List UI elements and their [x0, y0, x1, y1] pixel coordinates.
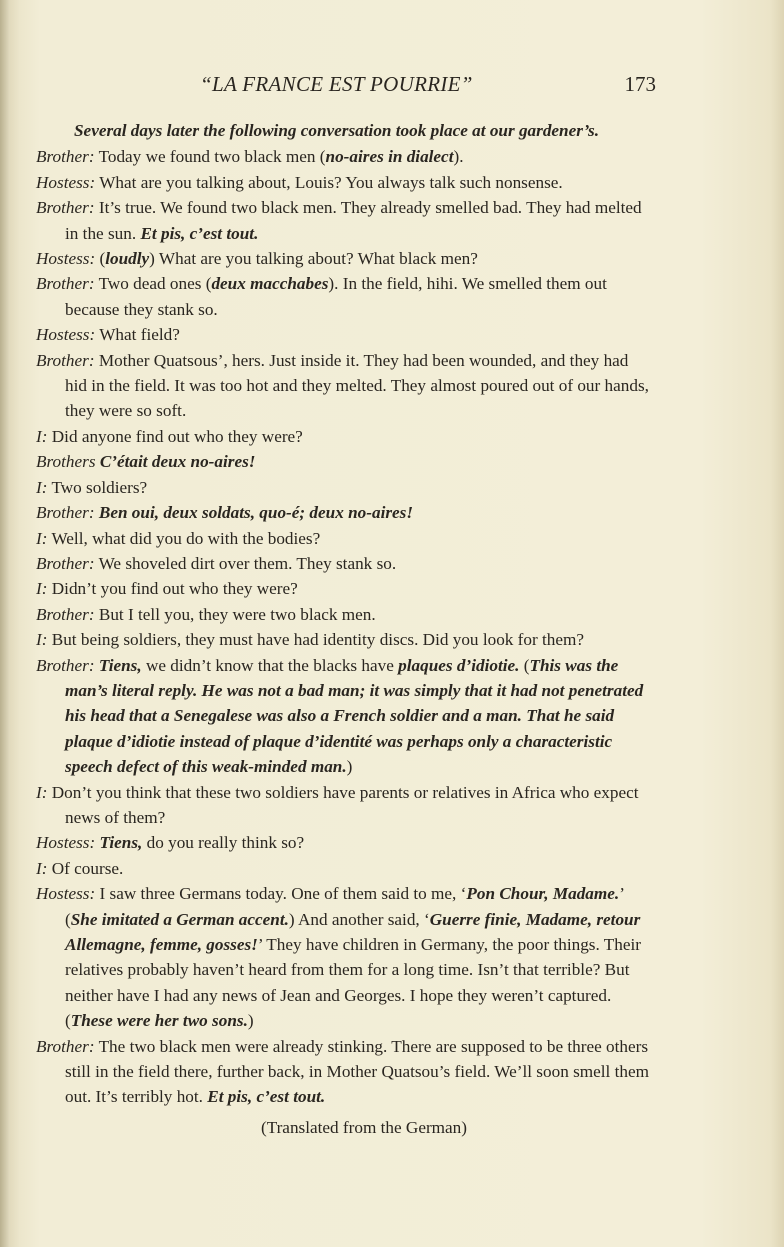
- speech-text: What are you talking about, Louis? You always talk such nonsense.: [99, 172, 563, 192]
- page-header: [0, 66, 784, 102]
- italic-phrase: These were her two sons.: [70, 1011, 248, 1031]
- speech-text: Of course.: [51, 858, 124, 878]
- speaker-label: Brother:: [36, 198, 95, 218]
- speaker-label: Hostess:: [36, 172, 96, 192]
- dialogue-line: [36, 195, 652, 246]
- italic-phrase: Ben oui, deux soldats, quo-é; deux no-aires!: [98, 503, 414, 523]
- dialogue-line: [36, 576, 652, 601]
- dialogue-line: [36, 424, 652, 449]
- dialogue-line: [36, 881, 652, 1033]
- dialogue-line: [36, 780, 652, 831]
- dialogue-line: [36, 246, 652, 271]
- speech-text: ’ (: [65, 884, 624, 929]
- speech-text: ) What are you talking about? What black men?: [149, 249, 478, 269]
- dialogue-line: [36, 856, 652, 881]
- speech-text: do you really think so?: [142, 833, 305, 853]
- speaker-label: Brother:: [36, 147, 95, 167]
- speech-text: ’ They have children in Germany, the poor things. Their relatives probably haven’t heard from them for a long time. Isn’t that terrible? But neither have I had any news of Jean and Georges. I hope they weren’t captured. (: [65, 935, 641, 1031]
- speaker-label: I:: [36, 477, 48, 497]
- speech-text: Today we found two black men (: [98, 147, 326, 167]
- speech-text: I saw three Germans today. One of them said to me, ‘: [99, 884, 467, 904]
- dialogue-line: [36, 170, 652, 195]
- dialogue-line: [36, 144, 652, 169]
- speaker-label: Hostess:: [36, 325, 96, 345]
- speech-text: ) And another said, ‘: [288, 909, 430, 929]
- speaker-label: Brother:: [36, 553, 95, 573]
- speaker-label: I:: [36, 858, 48, 878]
- speaker-label: I:: [36, 782, 48, 802]
- running-title: “LA FRANCE EST POURRIE”: [200, 72, 473, 96]
- italic-phrase: Guerre finie, Madame, retour Allemagne, femme, gosses!: [65, 909, 641, 954]
- speech-text: Don’t you think that these two soldiers have parents or relatives in Africa who expect news of them?: [51, 782, 639, 827]
- speaker-label: I:: [36, 579, 48, 599]
- dialogue-line: [36, 627, 652, 652]
- dialogue-line: [36, 500, 652, 525]
- italic-phrase: no-aires in dialect: [325, 147, 454, 167]
- speaker-label: Hostess:: [36, 884, 96, 904]
- speaker-label: Brother:: [36, 1036, 95, 1056]
- dialogue-line: [36, 526, 652, 551]
- dialogue-line: [36, 475, 652, 500]
- speech-text: But I tell you, they were two black men.: [98, 604, 376, 624]
- speaker-label: Brother:: [36, 655, 95, 675]
- italic-phrase: Et pis, c’est tout.: [207, 1087, 326, 1107]
- speech-text: (: [99, 249, 106, 269]
- speech-text: The two black men were already stinking. There are supposed to be three others still in the field there, further back, in Mother Quatsou’s field. We’ll soon smell them out. It’s terribly hot.: [65, 1036, 649, 1107]
- translation-credit: (Translated from the German): [260, 1117, 468, 1137]
- dialogue-line: [36, 271, 652, 322]
- speaker-label: I:: [36, 528, 48, 548]
- dialogue-line: [36, 653, 652, 780]
- italic-phrase: deux macchabes: [211, 274, 329, 294]
- speech-text: But being soldiers, they must have had identity discs. Did you look for them?: [51, 630, 585, 650]
- speaker-label: Hostess:: [36, 833, 96, 853]
- dialogue-line: [36, 551, 652, 576]
- speech-text: ): [247, 1011, 254, 1031]
- speech-text: we didn’t know that the blacks have: [141, 655, 399, 675]
- dialogue-line: [36, 830, 652, 855]
- book-spine-shadow: [0, 0, 10, 1247]
- dialogue-line: [36, 602, 652, 627]
- page-number: 173: [624, 72, 656, 96]
- speech-text: Two soldiers?: [51, 477, 148, 497]
- speech-text: (: [519, 655, 530, 675]
- italic-phrase: Tiens,: [99, 833, 143, 853]
- italic-phrase: She imitated a German accent.: [70, 909, 289, 929]
- italic-phrase: loudly: [105, 249, 150, 269]
- speaker-label: Hostess:: [36, 249, 96, 269]
- speech-text: ). In the field, hihi. We smelled them out because they stank so.: [65, 274, 607, 319]
- speech-text: ).: [453, 147, 464, 167]
- speaker-label: Brother:: [36, 503, 95, 523]
- speaker-label: Brothers: [36, 452, 96, 472]
- speech-text: Didn’t you find out who they were?: [51, 579, 298, 599]
- italic-phrase: C’était deux no-aires!: [99, 452, 256, 472]
- speech-text: We shoveled dirt over them. They stank so.: [98, 553, 397, 573]
- speech-text: ): [346, 757, 353, 777]
- dialogue-line: [36, 322, 652, 347]
- italic-phrase: plaques d’idiotie.: [398, 655, 520, 675]
- italic-phrase: Et pis, c’est tout.: [140, 223, 259, 243]
- speech-text: What field?: [99, 325, 180, 345]
- italic-phrase: Pon Chour, Madame.: [466, 884, 620, 904]
- speaker-label: Brother:: [36, 274, 95, 294]
- speech-text: Two dead ones (: [98, 274, 212, 294]
- intro-paragraph: Several days later the following conversation took place at our gardener’s.: [74, 121, 599, 140]
- speaker-label: Brother:: [36, 350, 95, 370]
- dialogue-line: [36, 1034, 652, 1110]
- italic-phrase: Tiens,: [98, 655, 142, 675]
- editorial-note: This was the man’s literal reply. He was not a bad man; it was simply that it had not penetrated his head that a Senegalese was also a French soldier and a man. That he said plaque d’idiotie instead of plaque d’identité was perhaps only a characteristic speech defect of this weak-minded man.: [65, 655, 644, 777]
- speaker-label: I:: [36, 630, 48, 650]
- dialogue-line: [36, 348, 652, 424]
- speaker-label: I:: [36, 426, 48, 446]
- speech-text: Well, what did you do with the bodies?: [51, 528, 321, 548]
- speech-text: Did anyone find out who they were?: [51, 426, 303, 446]
- body-text: [36, 118, 652, 1140]
- speech-text: It’s true. We found two black men. They already smelled bad. They had melted in the sun.: [65, 198, 642, 243]
- dialogue: [36, 144, 652, 1109]
- dialogue-line: [36, 449, 652, 474]
- speech-text: Mother Quatsous’, hers. Just inside it. They had been wounded, and they had hid in the field. It was too hot and they melted. They almost poured out of our hands, they were so soft.: [65, 350, 649, 421]
- speaker-label: Brother:: [36, 604, 95, 624]
